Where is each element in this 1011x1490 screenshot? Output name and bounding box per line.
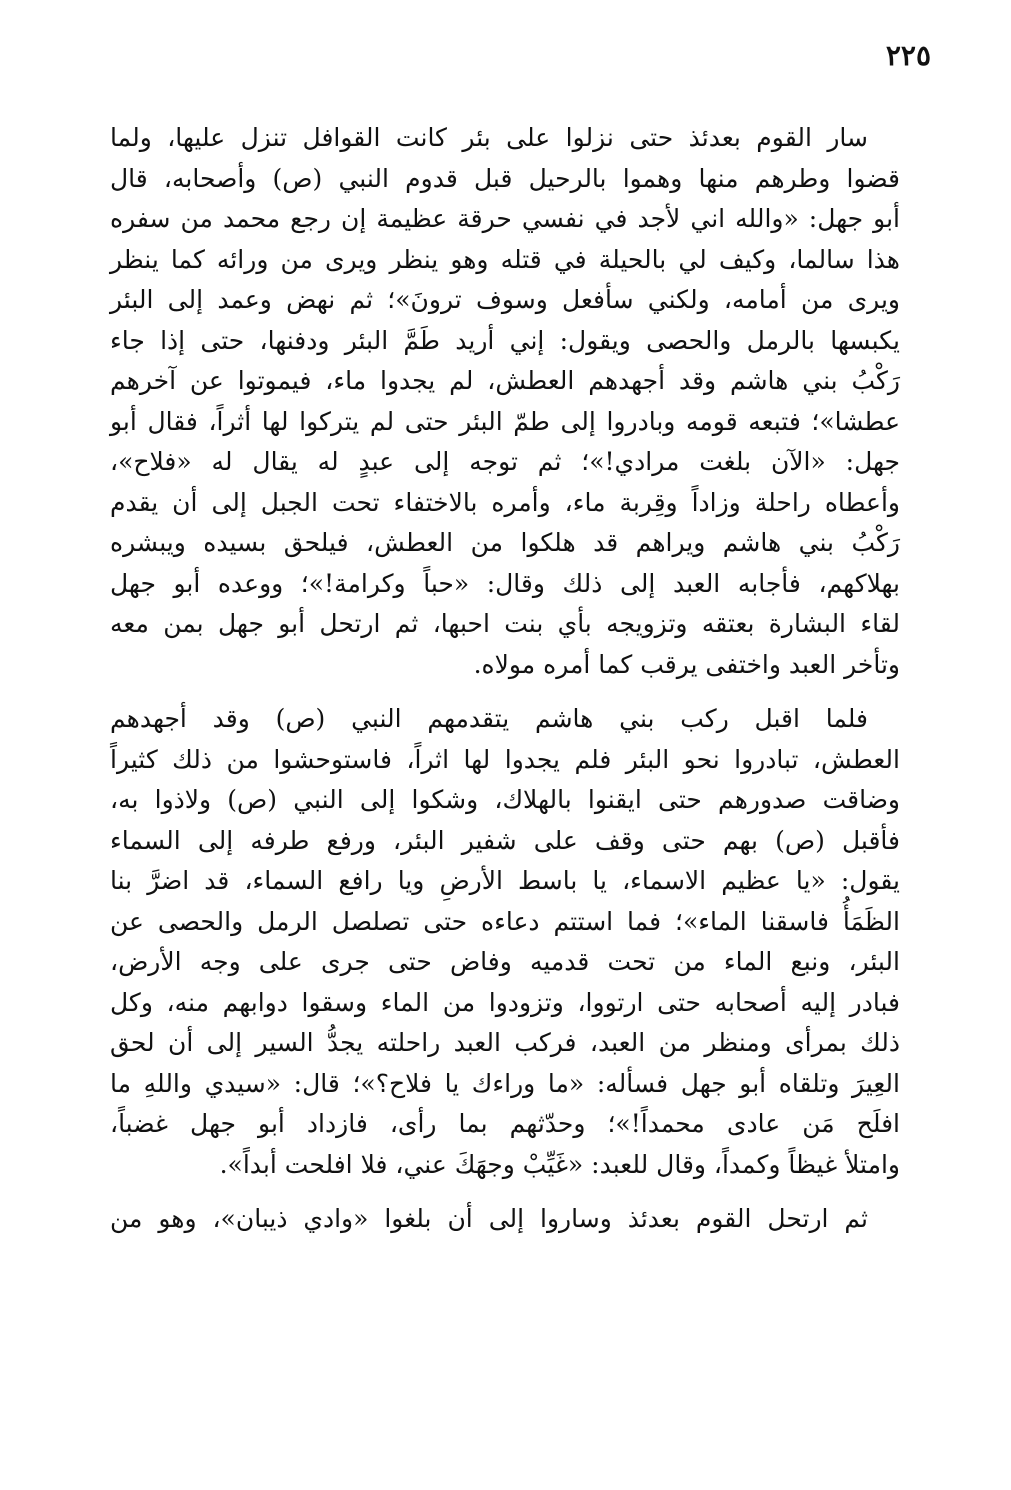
text-line: لقاء البشارة بعتقه وتزويجه بأي بنت احبها، ثم ارتحل أبو جهل بمن معه xyxy=(110,609,900,638)
body-text xyxy=(110,118,900,1240)
text-line: رَكْبُ بني هاشم وقد أجهدهم العطش، لم يجدوا ماء، فيموتوا عن آخرهم xyxy=(110,366,900,395)
text-line: ويرى من أمامه، ولكني سأفعل وسوف ترونَ»؛ ثم نهض وعمد إلى البئر xyxy=(110,285,900,314)
text-line: فلما اقبل ركب بني هاشم يتقدمهم النبي (ص) وقد أجهدهم xyxy=(110,704,868,733)
text-line: الظَمَأُ فاسقنا الماء»؛ فما استتم دعاءه حتى تصلصل الرمل والحصى عن xyxy=(110,906,900,936)
text-line: ذلك بمرأى ومنظر من العبد، فركب العبد راحلته يجدُّ السير إلى أن لحق xyxy=(110,1028,900,1057)
text-line: وأعطاه راحلة وزاداً وقِربة ماء، وأمره بالاختفاء تحت الجبل إلى أن يقدم xyxy=(110,487,900,517)
text-line: وامتلأ غيظاً وكمداً، وقال للعبد: «غَيِّبْ وجهَكَ عني، فلا افلحت أبداً». xyxy=(219,1149,900,1179)
text-line: أبو جهل: «والله اني لأجد في نفسي حرقة عظيمة إن رجع محمد من سفره xyxy=(110,204,900,233)
text-line: وضاقت صدورهم حتى ايقنوا بالهلاك، وشكوا إلى النبي (ص) ولاذوا به، xyxy=(110,785,900,814)
page-number: ٢٢٥ xyxy=(885,39,931,72)
text-line: افلَح مَن عادى محمداً!»؛ وحدّثهم بما رأى، فازداد أبو جهل غضباً، xyxy=(110,1109,900,1138)
text-line: العِيرَ وتلقاه أبو جهل فسأله: «ما وراءك يا فلاح؟»؛ قال: «سيدي واللهِ ما xyxy=(110,1068,900,1098)
text-line: رَكْبُ بني هاشم ويراهم قد هلكوا من العطش، فيلحق بسيده ويبشره xyxy=(110,528,900,557)
text-line: عطشا»؛ فتبعه قومه وبادروا إلى طمّ البئر حتى لم يتركوا لها أثراً، فقال أبو xyxy=(110,406,900,436)
text-line: جهل: «الآن بلغت مرادي!»؛ ثم توجه إلى عبدٍ له يقال له «فلاح»، xyxy=(110,447,900,476)
paragraph-gap xyxy=(110,685,900,699)
text-line: فبادر إليه أصحابه حتى ارتووا، وتزودوا من الماء وسقوا دوابهم منه، وكل xyxy=(110,987,900,1017)
paragraph-gap xyxy=(110,1185,900,1199)
text-line: العطش، تبادروا نحو البئر فلم يجدوا لها اثراً، فاستوحشوا من ذلك كثيراً xyxy=(110,744,900,774)
text-line: سار القوم بعدئذ حتى نزلوا على بئر كانت القوافل تنزل عليها، ولما xyxy=(110,123,868,152)
text-line: هذا سالما، وكيف لي بالحيلة في قتله وهو ينظر ويرى من ورائه كما ينظر xyxy=(110,244,900,274)
text-line: يقول: «يا عظيم الاسماء، يا باسط الأرضِ ويا رافع السماء، قد اضرَّ بنا xyxy=(110,866,900,895)
text-line: قضوا وطرهم منها وهموا بالرحيل قبل قدوم النبي (ص) وأصحابه، قال xyxy=(110,163,900,193)
text-line: البئر، ونبع الماء من تحت قدميه وفاض حتى جرى على وجه الأرض، xyxy=(110,947,900,976)
text-line: وتأخر العبد واختفى يرقب كما أمره مولاه. xyxy=(473,649,900,679)
text-line: يكبسها بالرمل والحصى ويقول: إني أريد طَمَّ البئر ودفنها، حتى إذا جاء xyxy=(110,325,900,355)
text-line: ثم ارتحل القوم بعدئذ وساروا إلى أن بلغوا «وادي ذيبان»، وهو من xyxy=(110,1204,868,1233)
text-line: فأقبل (ص) بهم حتى وقف على شفير البئر، ورفع طرفه إلى السماء xyxy=(110,825,900,855)
text-line: بهلاكهم، فأجابه العبد إلى ذلك وقال: «حباً وكرامة!»؛ ووعده أبو جهل xyxy=(110,568,900,598)
